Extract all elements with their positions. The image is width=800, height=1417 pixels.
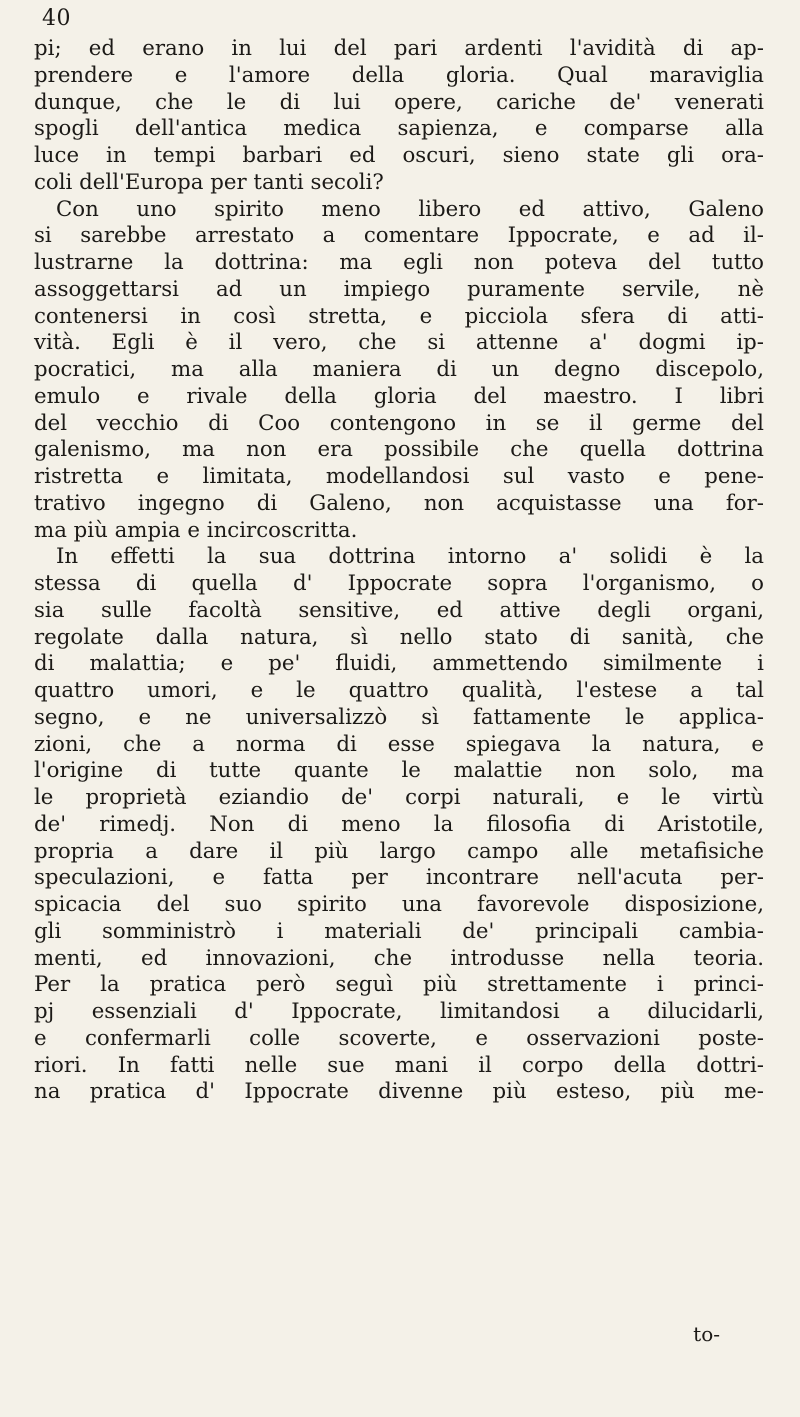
- text-line: regolate dalla natura, sì nello stato di sanità, che: [34, 624, 764, 650]
- text-line: assoggettarsi ad un impiego puramente servile, nè: [34, 276, 764, 302]
- text-line: zioni, che a norma di esse spiegava la natura, e: [34, 731, 764, 757]
- text-line: sia sulle facoltà sensitive, ed attive degli organi,: [34, 597, 764, 623]
- text-line: na pratica d' Ippocrate divenne più esteso, più me-: [34, 1079, 764, 1105]
- text-line: quattro umori, e le quattro qualità, l'estese a tal: [34, 678, 764, 703]
- text-line: coli dell'Europa per tanti secoli?: [34, 169, 384, 195]
- text-line: trativo ingegno di Galeno, non acquistasse una for-: [34, 490, 764, 516]
- text-line: In effetti la sua dottrina intorno a' solidi è la: [56, 544, 764, 570]
- text-line: gli somministrò i materiali de' principali cambia-: [34, 918, 764, 944]
- text-line: spicacia del suo spirito una favorevole disposizione,: [34, 892, 764, 917]
- text-line: di malattia; e pe' fluidi, ammettendo similmente i: [34, 651, 764, 677]
- text-line: del vecchio di Coo contengono in se il germe del: [34, 410, 764, 436]
- text-line: si sarebbe arrestato a comentare Ippocrate, e ad il-: [34, 223, 764, 249]
- text-line: dunque, che le di lui opere, cariche de' venerati: [34, 89, 764, 115]
- text-line: prendere e l'amore della gloria. Qual maraviglia: [34, 62, 764, 88]
- text-line: stessa di quella d' Ippocrate sopra l'organismo, o: [34, 571, 764, 596]
- text-line: pocratici, ma alla maniera di un degno discepolo,: [34, 357, 764, 382]
- text-line: propria a dare il più largo campo alle metafisiche: [34, 838, 764, 864]
- text-line: le proprietà eziandio de' corpi naturali, e le virtù: [34, 785, 764, 810]
- text-line: menti, ed innovazioni, che introdusse nella teoria.: [34, 945, 764, 971]
- text-line: ma più ampia e incircoscritta.: [34, 517, 358, 543]
- text-line: spogli dell'antica medica sapienza, e comparse alla: [34, 116, 764, 142]
- text-line: contenersi in così stretta, e picciola sfera di atti-: [34, 303, 764, 329]
- text-line: segno, e ne universalizzò sì fattamente le applica-: [34, 704, 764, 730]
- text-line: pj essenziali d' Ippocrate, limitandosi a dilucidarli,: [34, 999, 764, 1024]
- text-line: e confermarli colle scoverte, e osservazioni poste-: [34, 1025, 764, 1051]
- catchword: to-: [693, 1322, 720, 1346]
- text-line: luce in tempi barbari ed oscuri, sieno state gli ora-: [34, 143, 764, 168]
- text-line: de' rimedj. Non di meno la filosofia di Aristotile,: [34, 811, 764, 837]
- text-line: Con uno spirito meno libero ed attivo, Galeno: [56, 196, 764, 222]
- body-text: [34, 36, 764, 1106]
- page-number: 40: [42, 6, 71, 31]
- text-line: emulo e rivale della gloria del maestro. I libri: [34, 383, 764, 409]
- text-line: riori. In fatti nelle sue mani il corpo della dottri-: [34, 1052, 764, 1078]
- text-line: ristretta e limitata, modellandosi sul vasto e pene-: [34, 464, 764, 489]
- text-line: galenismo, ma non era possibile che quella dottrina: [34, 437, 764, 463]
- text-line: l'origine di tutte quante le malattie non solo, ma: [34, 758, 764, 784]
- text-line: speculazioni, e fatta per incontrare nell'acuta per-: [34, 865, 764, 891]
- text-line: pi; ed erano in lui del pari ardenti l'avidità di ap-: [34, 36, 764, 61]
- text-line: lustrarne la dottrina: ma egli non poteva del tutto: [34, 250, 764, 275]
- text-line: vità. Egli è il vero, che si attenne a' dogmi ip-: [34, 330, 764, 356]
- text-line: Per la pratica però seguì più strettamente i princi-: [34, 972, 764, 998]
